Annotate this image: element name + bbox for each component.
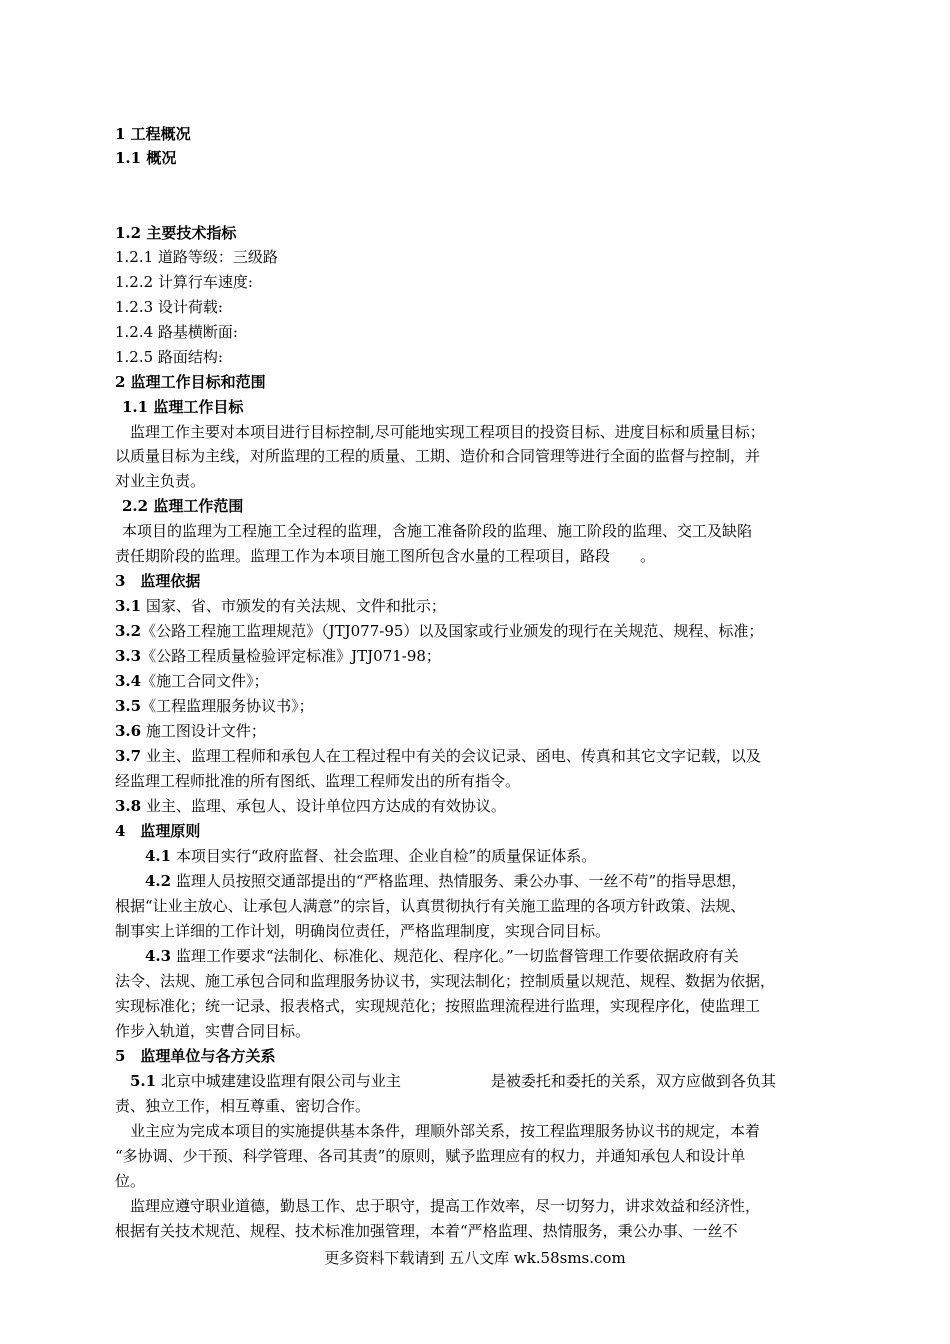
item-1-2-2: 1.2.2 计算行车速度: — [115, 273, 253, 291]
item-1-2-3: 1.2.3 设计荷载: — [115, 298, 223, 316]
paragraph-line: 监理工作主要对本项目进行目标控制,尽可能地实现工程项目的投资目标、进度目标和质量目标； — [130, 423, 765, 441]
section-3-heading: 3 监理依据 — [115, 572, 201, 590]
paragraph-line: 作步入轨道，实曹合同目标。 — [115, 1022, 311, 1040]
paragraph-line: 制事实上详细的工作计划，明确岗位责任，严格监理制度，实现合同目标。 — [115, 922, 611, 940]
basis-item-3-2 — [115, 619, 845, 643]
principle-item-4-1 — [145, 844, 875, 868]
basis-item-3-8 — [115, 794, 845, 818]
paragraph-line: 业主应为完成本项目的实施提供基本条件，理顺外部关系，按工程监理服务协议书的规定，本着 — [130, 1122, 761, 1140]
basis-item-3-4 — [115, 669, 845, 693]
paragraph-line: 监理应遵守职业道德，勤恳工作、忠于职守，提高工作效率，尽一切努力，讲求效益和经济性， — [130, 1197, 761, 1215]
item-1-2-1: 1.2.1 道路等级：三级路 — [115, 248, 278, 266]
paragraph-line: 本项目的监理为工程施工全过程的监理，含施工准备阶段的监理、施工阶段的监理、交工及缺陷 — [122, 522, 753, 540]
paragraph-line: 责任期阶段的监理。监理工作为本项目施工图所包含水量的工程项目，路段 。 — [115, 547, 656, 565]
relation-item-5-1 — [130, 1069, 860, 1093]
basis-item-3-3 — [115, 644, 845, 668]
paragraph-line: 以质量目标为主线，对所监理的工程的质量、工期、造价和合同管理等进行全面的监督与控制，并 — [115, 447, 761, 465]
section-2-2-heading: 2.2 监理工作范围 — [122, 497, 244, 515]
page-footer: 更多资料下载请到 五八文库 wk.58sms.com — [324, 1249, 626, 1267]
basis-item-3-6 — [115, 719, 845, 743]
basis-item-3-5 — [115, 694, 845, 718]
item-number: 3.1 — [115, 597, 142, 615]
section-4-heading: 4 监理原则 — [115, 822, 201, 840]
item-1-2-4: 1.2.4 路基横断面: — [115, 323, 238, 341]
basis-item-3-1 — [115, 594, 845, 618]
item-text: 本项目实行“政府监督、社会监理、企业自检”的质量保证体系。 — [171, 847, 597, 865]
item-text: 北京中城建建设监理有限公司与业主 是被委托和委托的关系，双方应做到各负其 — [156, 1072, 776, 1090]
item-number: 3.4 — [115, 672, 142, 690]
item-text: 《公路工程质量检验评定标准》JTJ071-98； — [141, 647, 441, 665]
item-text: 《工程监理服务协议书》； — [141, 697, 314, 715]
item-text: 《公路工程施工监理规范》（JTJ077-95）以及国家或行业颁发的现行在关规范、规程、标准； — [141, 622, 764, 640]
item-number: 3.5 — [115, 697, 142, 715]
item-number: 5.1 — [130, 1072, 157, 1090]
item-number: 3.6 — [115, 722, 142, 740]
item-text: 监理工作要求“法制化、标准化、规范化、程序化。”一切监督管理工作要依据政府有关 — [171, 947, 739, 965]
principle-item-4-2 — [145, 869, 875, 893]
paragraph-line: 根据有关技术规范、规程、技术标准加强管理，本着“严格监理、热情服务，秉公办事、一丝不 — [115, 1222, 738, 1240]
section-2-heading: 2 监理工作目标和范围 — [115, 373, 266, 391]
item-1-2-5: 1.2.5 路面结构: — [115, 348, 223, 366]
paragraph-line: 责、独立工作，相互尊重、密切合作。 — [115, 1097, 371, 1115]
item-number: 4.1 — [145, 847, 172, 865]
item-number: 3.8 — [115, 797, 142, 815]
section-2-1-heading: 1.1 监理工作目标 — [122, 398, 244, 416]
paragraph-line: 法令、法规、施工承包合同和监理服务协议书，实现法制化；控制质量以规范、规程、数据为依据， — [115, 972, 776, 990]
item-number: 4.3 — [145, 947, 172, 965]
item-text: 《施工合同文件》； — [141, 672, 269, 690]
paragraph-line: 实现标准化；统一记录、报表格式，实现规范化；按照监理流程进行监理，实现程序化，使监理工 — [115, 997, 761, 1015]
item-number: 4.2 — [145, 872, 172, 890]
section-1-1-heading: 1.1 概况 — [115, 149, 177, 167]
paragraph-line: 经监理工程师批准的所有图纸、监理工程师发出的所有指令。 — [115, 772, 521, 790]
principle-item-4-3 — [145, 944, 875, 968]
item-text: 业主、监理、承包人、设计单位四方达成的有效协议。 — [141, 797, 506, 815]
paragraph-line: 对业主负责。 — [115, 472, 206, 490]
item-text: 施工图设计文件； — [141, 722, 266, 740]
item-number: 3.7 — [115, 747, 142, 765]
item-number: 3.2 — [115, 622, 142, 640]
basis-item-3-7 — [115, 744, 845, 768]
item-number: 3.3 — [115, 647, 142, 665]
item-text: 国家、省、市颁发的有关法规、文件和批示； — [141, 597, 446, 615]
section-5-heading: 5 监理单位与各方关系 — [115, 1047, 276, 1065]
item-text: 业主、监理工程师和承包人在工程过程中有关的会议记录、函电、传真和其它文字记载，以及 — [141, 747, 761, 765]
paragraph-line: 根据“让业主放心、让承包人满意”的宗旨，认真贯彻执行有关施工监理的各项方针政策、法规、 — [115, 897, 746, 915]
section-1-heading: 1 工程概况 — [115, 125, 191, 143]
paragraph-line: “多协调、少干预、科学管理、各司其责”的原则，赋予监理应有的权力，并通知承包人和设计单 — [115, 1147, 746, 1165]
paragraph-line: 位。 — [115, 1172, 146, 1190]
item-text: 监理人员按照交通部提出的“严格监理、热情服务、秉公办事、一丝不苟”的指导思想， — [171, 872, 747, 890]
section-1-2-heading: 1.2 主要技术指标 — [115, 224, 237, 242]
